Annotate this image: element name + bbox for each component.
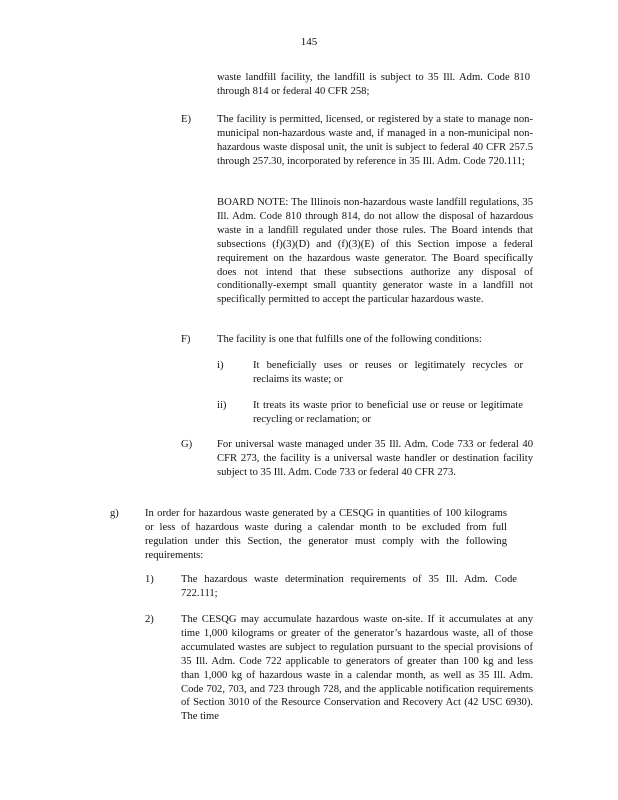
item-f-label: F) (181, 334, 191, 345)
item-g-lower-label: g) (110, 508, 119, 519)
item-g-lower-text: In order for hazardous waste generated by a CESQG in quantities of 100 kilograms or less of hazardous waste during a calendar month to be excluded from full regulation under this Section, the generator must comply with the following requirements: (145, 508, 507, 561)
item-f-ii-label: ii) (217, 400, 227, 411)
item-e-text: The facility is permitted, licensed, or registered by a state to manage non-municipal non-hazardous waste and, if managed in a non-municipal non-hazardous waste disposal unit, the unit is subject to federal 40 CFR 257.5 through 257.30, incorporated by reference in 35 Ill. Adm. Code 720.111; (217, 114, 533, 167)
item-f-i-text: It beneficially uses or reuses or legitimately recycles or reclaims its waste; or (253, 360, 523, 385)
item-1 (181, 573, 517, 601)
board-note-text: BOARD NOTE: The Illinois non-hazardous waste landfill regulations, 35 Ill. Adm. Code 810 through 814, do not allow the disposal of hazardous waste in a landfill regulated under those rules. The Board intends that subsections (f)(3)(D) and (f)(3)(E) of this Section impose a federal requirement on the hazardous waste generator. The Board specifically does not intend that these subsections authorize any disposal of conditionally-exempt small quantity generator waste in a landfill not specifically permitted to accept the particular hazardous waste. (217, 197, 533, 306)
item-g-upper (217, 438, 533, 480)
item-2-text: The CESQG may accumulate hazardous waste on-site. If it accumulates at any time 1,000 kilograms or greater of the generator’s hazardous waste, all of those accumulated wastes are subject to regulation pursuant to the special provisions of 35 Ill. Adm. Code 722 applicable to generators of greater than 100 kg and less than 1,000 kg of hazardous waste in a calendar month, as well as 35 Ill. Adm. Code 702, 703, and 723 through 728, and the applicable notification requirements of Section 3010 of the Resource Conservation and Recovery Act (42 USC 6930). The time (181, 614, 533, 723)
item-f-ii (253, 399, 523, 427)
item-g-upper-label: G) (181, 439, 193, 450)
item-f-text: The facility is one that fulfills one of the following conditions: (217, 334, 482, 345)
continued-text: waste landfill facility, the landfill is subject to 35 Ill. Adm. Code 810 through 814 or federal 40 CFR 258; (217, 72, 530, 97)
item-f-i-label: i) (217, 360, 224, 371)
item-f-i (253, 359, 523, 387)
page-number: 145 (300, 36, 318, 48)
item-g-upper-text: For universal waste managed under 35 Ill. Adm. Code 733 or federal 40 CFR 273, the facility is a universal waste handler or destination facility subject to 35 Ill. Adm. Code 733 or federal 40 CFR 273. (217, 439, 533, 478)
item-e-label: E) (181, 114, 191, 125)
item-g-lower (145, 507, 507, 563)
item-2-label: 2) (145, 614, 154, 625)
board-note (217, 196, 533, 307)
item-f (217, 333, 533, 347)
item-2 (181, 613, 533, 724)
item-f-ii-text: It treats its waste prior to beneficial use or reuse or legitimate recycling or reclamation; or (253, 400, 523, 425)
item-1-text: The hazardous waste determination requirements of 35 Ill. Adm. Code 722.111; (181, 574, 517, 599)
continued-paragraph (217, 71, 530, 99)
item-1-label: 1) (145, 574, 154, 585)
item-e (217, 113, 533, 169)
